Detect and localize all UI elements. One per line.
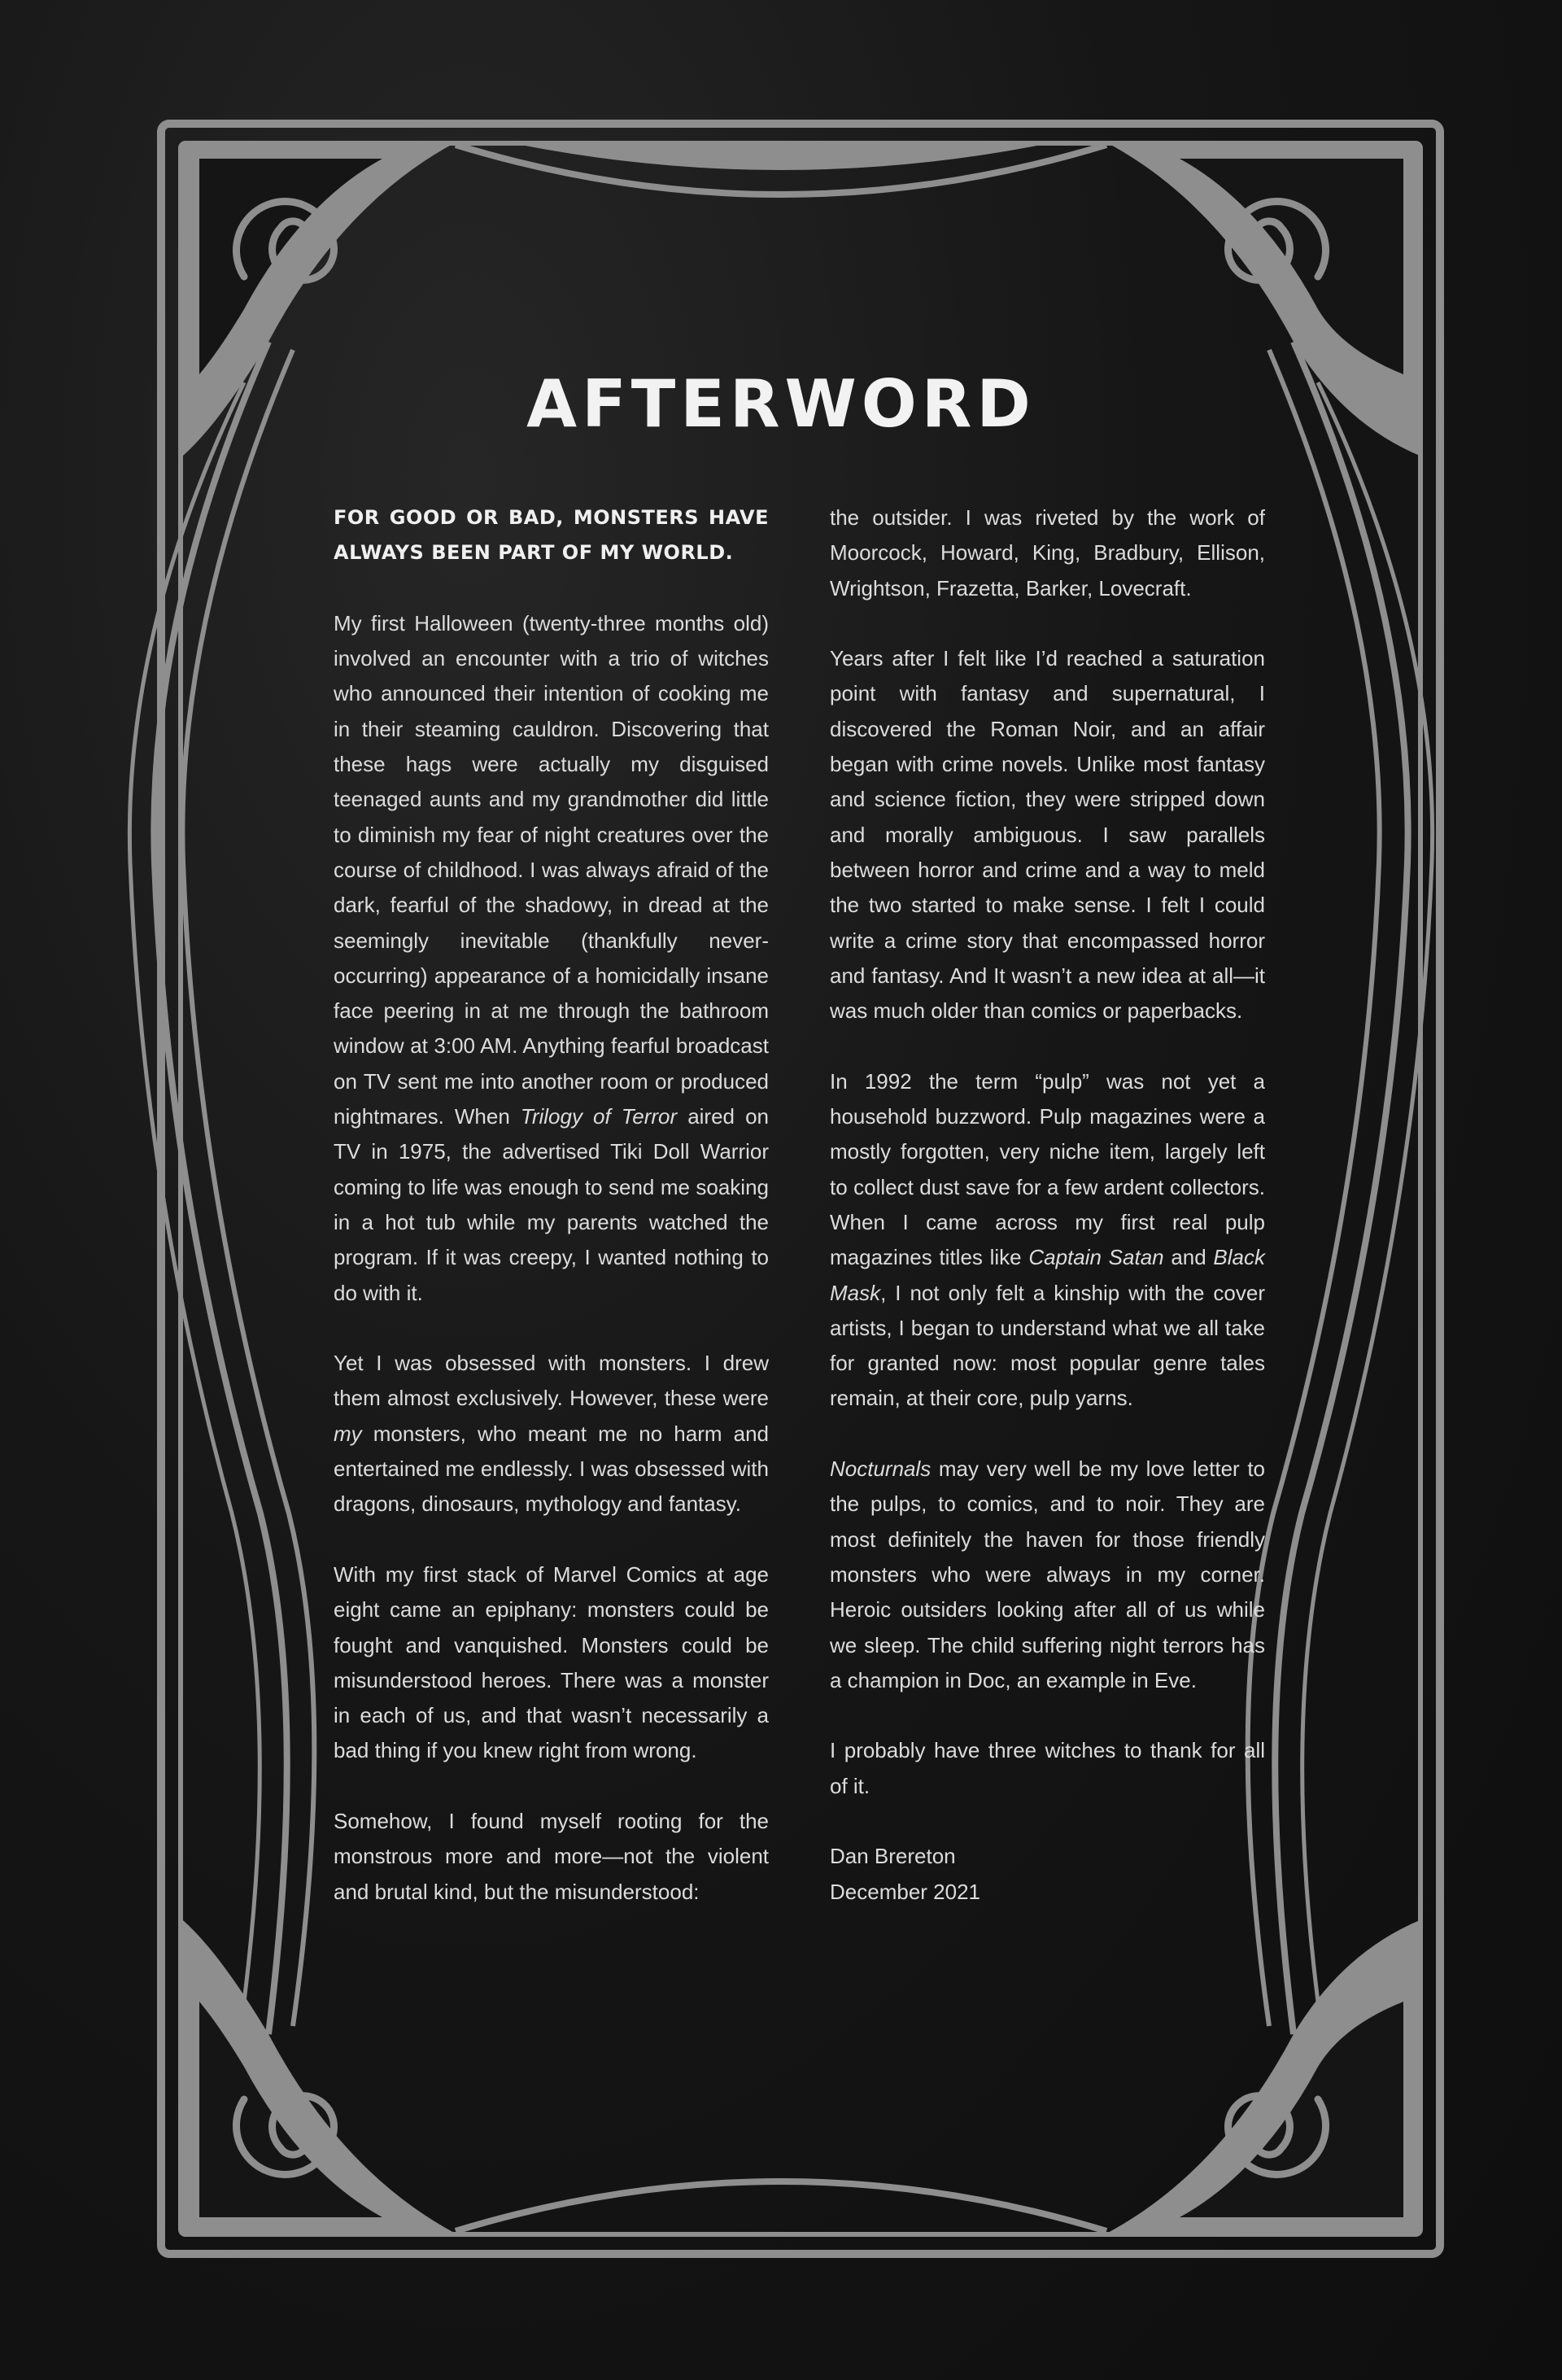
paragraph-marvel: With my first stack of Marvel Comics at age eight came an epiphany: monsters could be fought and vanquished. Monsters could be misunderstood heroes. There was a monster in each of us, and that wasn’t necessarily a bad thing if you knew right from wrong. [334,1561,769,1763]
frame-bottom-arch [456,2181,1106,2231]
left-column [334,500,769,1910]
right-column [830,500,1265,1910]
paragraph-rooting: Somehow, I found myself rooting for the monstrous more and more—not the violent and brutal kind, but the misunderstood: [334,1808,769,1904]
signature: Dan Brereton [830,1844,956,1869]
paragraph-witches: I probably have three witches to thank for all of it. [830,1738,1265,1798]
paragraph-obsessed: Yet I was obsessed with monsters. I drew them almost exclusively. However, these were my monsters, who meant me no harm and entertained me endlessly. I was obsessed with dragons, dinosaurs, mythology and fantasy. [334,1351,769,1517]
paragraph-roman-noir: Years after I felt like I’d reached a saturation point with fantasy and supernatural, I discovered the Roman Noir, and an affair began with crime novels. Unlike most fantasy and science fiction, they were stripped down and morally ambiguous. I saw parallels between horror and crime and a way to meld the two started to make sense. I felt I could write a crime story that encompassed horror and fantasy. And It wasn’t a new idea at all—it was much older than comics or paperbacks. [830,646,1265,1024]
paragraph-halloween: My first Halloween (twenty-three months old) involved an encounter with a trio of witches who announced their intention of cooking me in their steaming cauldron. Discovering that these hags were actually my disguised teenaged aunts and my grandmother did little to diminish my fear of night creatures over the course of childhood. I was always afraid of the dark, fearful of the shadowy, in dread at the seemingly inevitable (thankfully never-occurring) appearance of a homicidally insane face peering in at me through the bathroom window at 3:00 AM. Anything fearful broadcast on TV sent me into another room or produced nightmares. When Trilogy of Terror aired on TV in 1975, the advertised Tiki Doll Warrior coming to life was enough to send me soaking in a hot tub while my parents watched the program. If it was creepy, I wanted nothing to do with it. [334,610,769,1305]
frame-left-wave [154,342,286,2034]
frame-right-wave [1275,342,1407,2034]
signature-date: December 2021 [830,1879,980,1904]
paragraph-nocturnals: Nocturnals may very well be my love letter to the pulps, to comics, and to noir. They are most definitely the haven for those friendly monsters who were always in my corner. Heroic outsiders looking after all of us while we sleep. The child suffering night terrors has a champion in Doc, an example in Eve. [830,1456,1265,1692]
title-trilogy-of-terror: Trilogy of Terror [520,1104,678,1129]
lead-paragraph: FOR GOOD OR BAD, MONSTERS HAVE ALWAYS BEEN PART OF MY WORLD. [334,506,769,565]
paragraph-outsider: the outsider. I was riveted by the work of Moorcock, Howard, King, Bradbury, Ellison, Wrightson, Frazetta, Barker, Lovecraft. [830,505,1265,600]
page-title: AFTERWORD [526,366,1036,442]
paragraph-pulp: In 1992 the term “pulp” was not yet a household buzzword. Pulp magazines were a mostly forgotten, very niche item, largely left to collect dust save for a few ardent collectors. When I came across my first real pulp magazines titles like Captain Satan and Black Mask, I not only felt a kinship with the cover artists, I began to understand what we all take for granted now: most popular genre tales remain, at their core, pulp yarns. [830,1068,1265,1411]
